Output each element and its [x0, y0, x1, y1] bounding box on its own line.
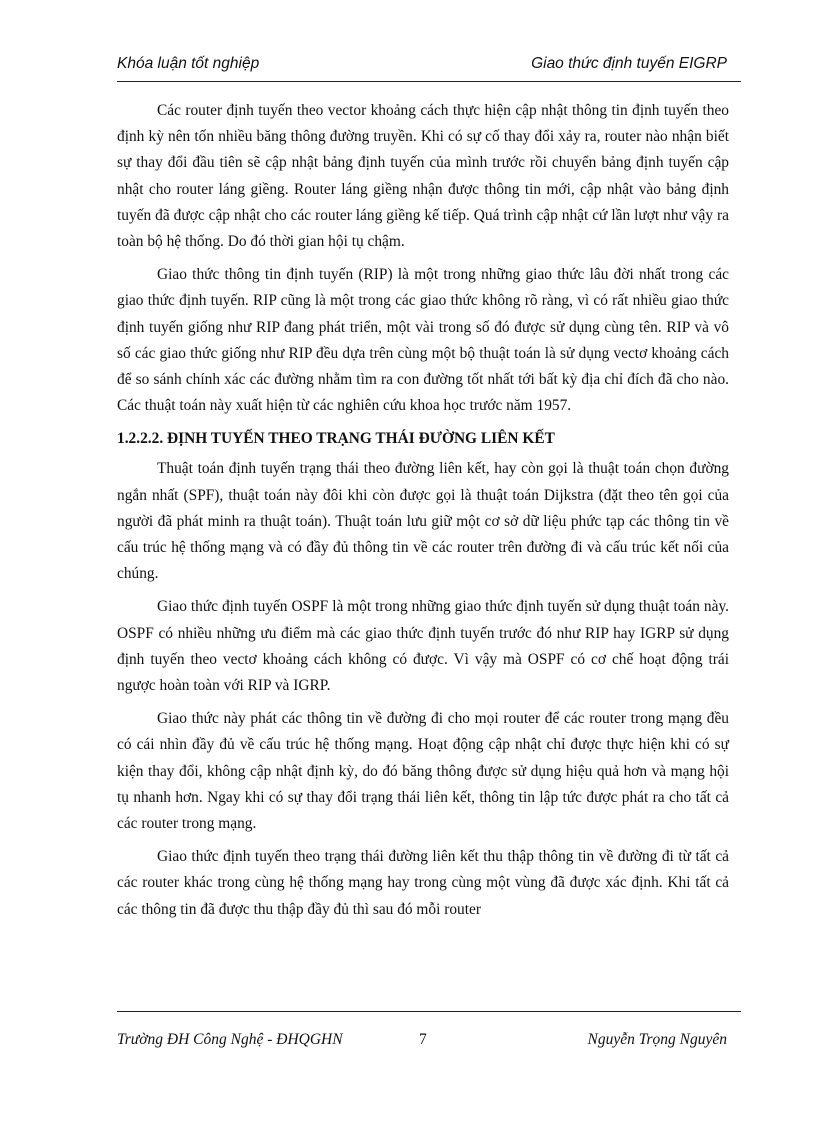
footer-institution: Trường ĐH Công Nghệ - ĐHQGHN: [117, 1031, 343, 1048]
header-left-title: Khóa luận tốt nghiệp: [117, 55, 260, 72]
paragraph: Thuật toán định tuyến trạng thái theo đường liên kết, hay còn gọi là thuật toán chọn đường ngắn nhất (SPF), thuật toán này đôi khi còn được gọi là thuật toán Dijkstra (đặt theo tên gọi của người đã phát minh ra thuật toán). Thuật toán lưu giữ một cơ sở dữ liệu phức tạp các thông tin về cấu trúc hệ thống mạng và có đầy đủ thông tin về các router trên đường đi và cấu trúc kết nối của chúng.: [117, 460, 729, 583]
page-body: [117, 98, 729, 930]
paragraph: Giao thức thông tin định tuyến (RIP) là một trong những giao thức lâu đời nhất trong các giao thức định tuyến. RIP cũng là một trong các giao thức không rõ ràng, vì có rất nhiều giao thức định tuyến giống như RIP đang phát triển, một vài trong số đó được sử dụng cùng tên. RIP và vô số các giao thức giống như RIP đều dựa trên cùng một bộ thuật toán là sử dụng vectơ khoảng cách để so sánh chính xác các đường nhằm tìm ra con đường tốt nhất tới bất kỳ địa chỉ đích đã cho nào. Các thuật toán này xuất hiện từ các nghiên cứu khoa học trước năm 1957.: [117, 266, 729, 415]
footer-divider: [117, 1011, 741, 1012]
page-number: 7: [419, 1031, 427, 1048]
section-heading: 1.2.2.2. ĐỊNH TUYẾN THEO TRẠNG THÁI ĐƯỜNG LIÊN KẾT: [117, 430, 555, 448]
paragraph: Giao thức định tuyến OSPF là một trong những giao thức định tuyến sử dụng thuật toán này. OSPF có nhiều những ưu điểm mà các giao thức định tuyến trước đó như RIP hay IGRP sử dụng định tuyến theo vectơ khoảng cách không có được. Vì vậy mà OSPF có cơ chế hoạt động trái ngược hoàn toàn với RIP và IGRP.: [117, 598, 729, 695]
page-header: [117, 55, 727, 79]
header-right-title: Giao thức định tuyến EIGRP: [531, 55, 727, 72]
paragraph: Các router định tuyến theo vector khoảng cách thực hiện cập nhật thông tin định tuyến theo định kỳ nên tốn nhiều băng thông đường truyền. Khi có sự cố thay đổi xảy ra, router nào nhận biết sự thay đổi đầu tiên sẽ cập nhật bảng định tuyến của mình trước rồi chuyển bảng định tuyến cập nhật cho router láng giềng. Router láng giềng nhận được thông tin mới, cập nhật vào bảng định tuyến đã được cập nhật cho các router láng giềng kế tiếp. Quá trình cập nhật cứ lần lượt như vậy ra toàn bộ hệ thống. Do đó thời gian hội tụ chậm.: [117, 102, 729, 251]
page-footer: [117, 1031, 727, 1055]
paragraph: Giao thức này phát các thông tin về đường đi cho mọi router để các router trong mạng đều có cái nhìn đầy đủ về cấu trúc hệ thống mạng. Hoạt động cập nhật chỉ được thực hiện khi có sự kiện thay đổi, không cập nhật định kỳ, do đó băng thông được sử dụng hiệu quả hơn và mạng hội tụ nhanh hơn. Ngay khi có sự thay đổi trạng thái liên kết, thông tin lập tức được phát ra cho tất cả các router trong mạng.: [117, 710, 729, 833]
paragraph: Giao thức định tuyến theo trạng thái đường liên kết thu thập thông tin về đường đi từ tất cả các router khác trong cùng hệ thống mạng hay trong cùng một vùng đã được xác định. Khi tất cả các thông tin đã được thu thập đầy đủ thì sau đó mỗi router: [117, 848, 729, 918]
footer-author: Nguyễn Trọng Nguyên: [587, 1031, 727, 1048]
header-divider: [117, 81, 741, 82]
